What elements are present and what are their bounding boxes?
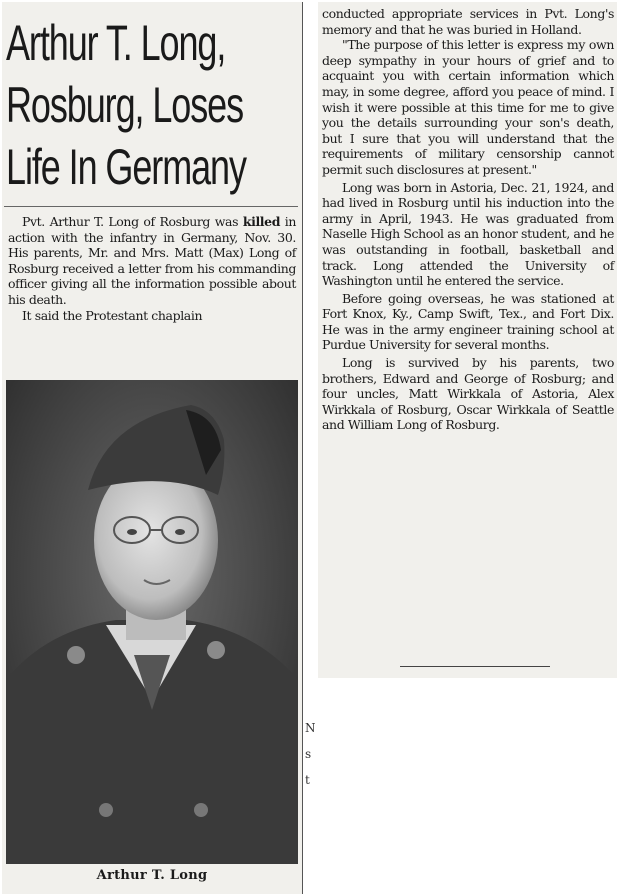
stray-char-1: N — [305, 721, 316, 735]
headline-line-3: Life In Germany — [6, 139, 246, 195]
photo-caption: Arthur T. Long — [96, 868, 208, 883]
stray-char-3: t — [305, 773, 310, 787]
stray-characters — [305, 715, 315, 793]
intro-p1-start: Pvt. Arthur T. Long of Rosburg was — [22, 214, 243, 229]
headline-line-2: Rosburg, Loses — [6, 77, 244, 133]
stray-char-2: s — [305, 747, 312, 761]
article-paragraph-1: conducted appropriate services in Pvt. Long's memory and that he was buried in Holland. — [322, 6, 614, 37]
article-end-rule — [400, 666, 550, 667]
article-column — [322, 6, 614, 433]
intro-p1-bold: killed — [242, 214, 281, 229]
headline-divider — [4, 206, 298, 207]
headline-line-1: Arthur T. Long, — [6, 15, 226, 71]
intro-paragraph-2: It said the Protestant chaplain — [22, 307, 203, 323]
portrait-illustration — [6, 380, 298, 864]
intro-p1-end: in action with the infantry in Germany, Nov. 30. His parents, Mr. and Mrs. Matt (Max) Long of Rosburg received a letter from his commanding officer giving all the information possible about his death. — [8, 214, 296, 307]
article-paragraph-5: Long is survived by his parents, two brothers, Edward and George of Rosburg; and four uncles, Matt Wirkkala of Astoria, Alex Wirkkala of Rosburg, Oscar Wirkkala of Seattle and William Long of Rosburg. — [322, 355, 614, 433]
portrait-photo — [6, 380, 298, 864]
intro-text — [8, 214, 296, 323]
article-paragraph-3: Long was born in Astoria, Dec. 21, 1924, and had lived in Rosburg until his induction into the army in April, 1943. He was graduated from Naselle High School as an honor student, and he was outstanding in football, basketball and track. Long attended the University of Washington until he entered the service. — [322, 179, 614, 289]
article-paragraph-4: Before going overseas, he was stationed at Fort Knox, Ky., Camp Swift, Tex., and Fort Dix. He was in the army engineer training school at Purdue University for several months. — [322, 290, 614, 353]
intro-paragraph-1 — [8, 214, 296, 308]
article-paragraph-2: "The purpose of this letter is express my own deep sympathy in your hours of grief and to acquaint you with certain information which may, in some degree, afford you peace of mind. I wish it were possible at this time for me to give you the details surrounding your son's death, but I sure that you will understand that the requirements of military censorship cannot permit such disclosures at present." — [322, 37, 614, 177]
headline — [6, 12, 246, 198]
